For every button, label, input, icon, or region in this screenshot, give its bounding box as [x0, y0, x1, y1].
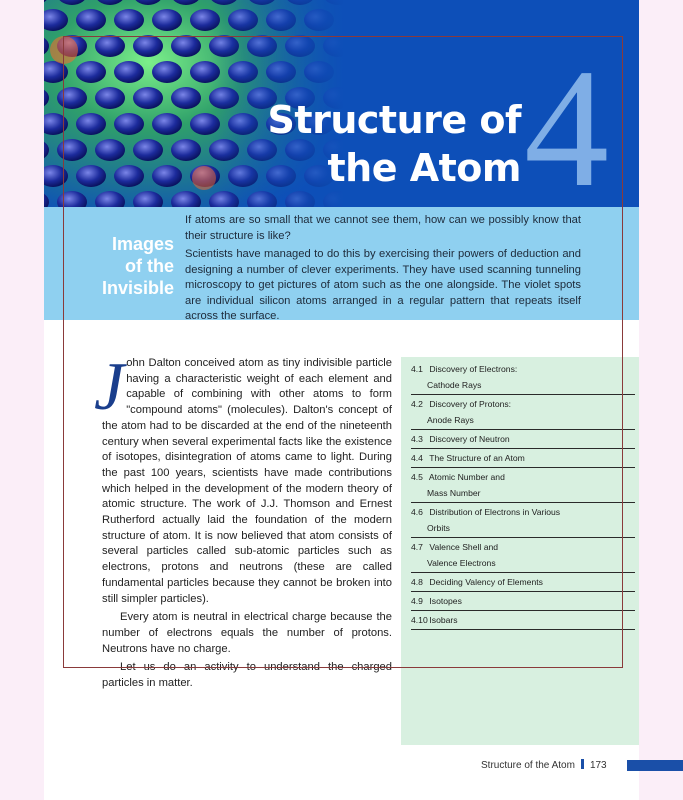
- intro-heading-line1: Images: [111, 234, 174, 254]
- chapter-number: 4: [524, 34, 609, 207]
- intro-heading: [92, 233, 174, 299]
- toc-item[interactable]: 4.4 The Structure of an Atom: [411, 449, 635, 468]
- footer-divider: [581, 759, 584, 769]
- body-paragraph-1: John Dalton conceived atom as tiny indivisible particle having a characteristic weight of each element and capable of combining with other atoms to form "compound atoms" (molecules). Dalton's concept of the atom had to be discarded at the end of the nineteenth century when several experimental facts like the existence of isotopes, disintegration of atoms came to light. During the past 100 years, scientists have made contributions which helped in the development of the modern theory of atomic structure. The work of J.J. Thomson and Ernest Rutherford actually laid the foundation of the modern structure of atom. It is now believed that atom consists of several particles called sub-atomic particles such as electrons, protons and neutrons (these are called fundamental particles because they cannot be broken into still simpler particles).: [94, 348, 392, 605]
- toc-item[interactable]: 4.8 Deciding Valency of Elements: [411, 573, 635, 592]
- page-footer: [481, 758, 607, 774]
- toc-item[interactable]: 4.5 Atomic Number and Mass Number: [411, 468, 635, 503]
- body-text: [94, 348, 392, 692]
- chapter-title-line2: the Atom: [327, 146, 521, 190]
- toc-item[interactable]: 4.7 Valence Shell and Valence Electrons: [411, 538, 635, 573]
- drop-cap: J: [94, 348, 125, 424]
- chapter-header: [44, 0, 639, 207]
- chapter-title: [268, 96, 521, 192]
- intro-band: [44, 207, 639, 320]
- toc-item[interactable]: 4.10 Isobars: [411, 611, 635, 630]
- intro-question: If atoms are so small that we cannot see them, how can we possibly know that their structure is like?: [185, 214, 581, 242]
- body-paragraph-3: Let us do an activity to understand the charged particles in matter.: [102, 661, 392, 690]
- intro-text: [185, 213, 581, 328]
- toc-item[interactable]: 4.6 Distribution of Electrons in Various Orbits: [411, 503, 635, 538]
- section-contents-panel: [401, 357, 639, 745]
- running-title: Structure of the Atom: [481, 760, 575, 771]
- section-contents-list: [411, 360, 635, 630]
- toc-item[interactable]: 4.2 Discovery of Protons: Anode Rays: [411, 395, 635, 430]
- intro-answer: Scientists have managed to do this by exercising their powers of deduction and designing a number of clever experiments. They have used scanning tunneling microscopy to get pictures of atom such as the one alongside. The violet spots are individual silicon atoms arranged in a regular pattern that repeats itself across the surface.: [185, 248, 581, 322]
- intro-heading-line3: Invisible: [101, 278, 174, 298]
- footer-bar: [627, 760, 683, 771]
- toc-item[interactable]: 4.3 Discovery of Neutron: [411, 430, 635, 449]
- toc-item[interactable]: 4.1 Discovery of Electrons: Cathode Rays: [411, 360, 635, 395]
- intro-heading-line2: of the: [125, 256, 174, 276]
- chapter-title-line1: Structure of: [267, 98, 521, 142]
- body-paragraph-2: Every atom is neutral in electrical charge because the number of electrons equals the number of protons. Neutrons have no charge.: [102, 611, 392, 655]
- page-number: 173: [589, 760, 607, 771]
- toc-item[interactable]: 4.9 Isotopes: [411, 592, 635, 611]
- textbook-page: [44, 0, 639, 800]
